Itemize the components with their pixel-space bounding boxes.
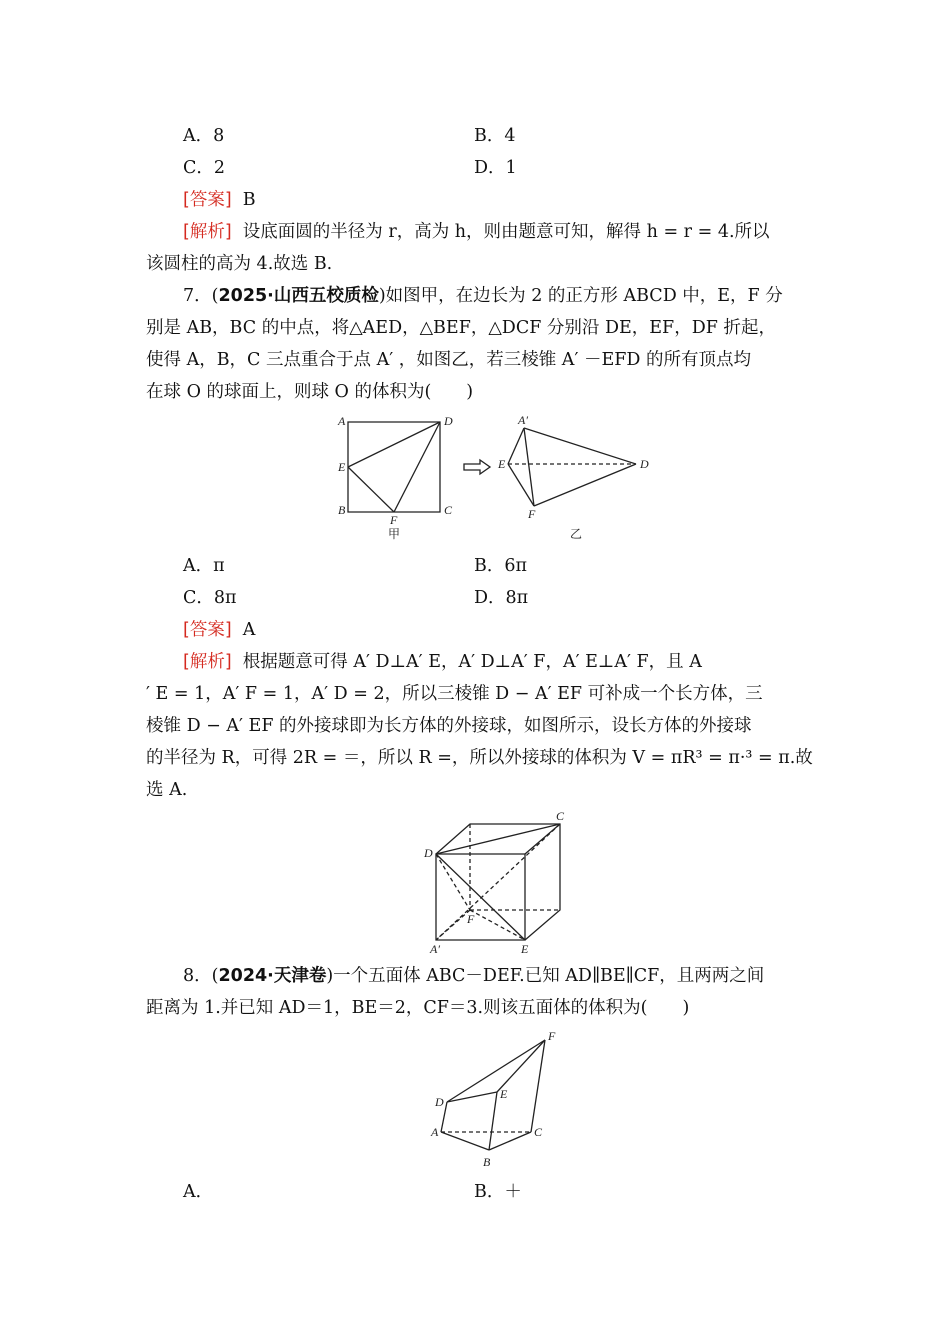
label-a-prime: A′ <box>430 942 440 956</box>
q7-analysis-line-5: 选 A. <box>146 780 188 800</box>
segment-fd <box>394 422 440 512</box>
q7-stem-line-1 <box>183 282 783 310</box>
label-e: E <box>338 460 346 474</box>
label-c: C <box>534 1125 543 1139</box>
answer-tag: [答案] <box>183 190 232 210</box>
q7-figure-jia <box>330 412 460 547</box>
segment-ed <box>348 422 440 467</box>
q7-answer <box>183 616 255 644</box>
segment-ad <box>524 428 636 464</box>
q7-option-b: B．6π <box>474 556 527 576</box>
analysis-tag: [解析] <box>183 652 232 672</box>
q7-stem-text: )如图甲，在边长为 2 的正方形 ABCD 中，E，F 分 <box>378 286 783 306</box>
q7-figure-yi <box>496 412 656 547</box>
segment-de <box>436 854 525 940</box>
label-b: B <box>483 1155 491 1169</box>
label-d: D <box>424 846 433 860</box>
edge-eb <box>489 1092 497 1150</box>
segment-ef <box>508 464 534 506</box>
q6-option-b: B．4 <box>474 126 516 146</box>
q8-option-b: B．＋ <box>474 1182 522 1202</box>
q6-option-a: A．8 <box>183 126 225 146</box>
q8-source: 2024·天津卷 <box>218 966 327 986</box>
q8-stem-text: )一个五面体 ABC－DEF.已知 AD∥BE∥CF，且两两之间 <box>326 966 765 986</box>
caption-yi: 乙 <box>570 527 583 541</box>
fold-arrow-icon <box>463 459 493 475</box>
analysis-text: 设底面圆的半径为 r，高为 h，则由题意可知，解得 h = r = 4.所以 <box>242 222 770 242</box>
q7-stem-line-3: 使得 A，B，C 三点重合于点 A′ ，如图乙，若三棱锥 A′ －EFD 的所有顶点均 <box>146 350 751 370</box>
q7-stem-line-4: 在球 O 的球面上，则球 O 的体积为( ) <box>146 382 474 402</box>
answer-value: A <box>242 620 256 640</box>
label-e: E <box>521 942 529 956</box>
segment-ae <box>508 428 524 464</box>
label-f: F <box>528 507 536 521</box>
label-f: F <box>467 912 475 926</box>
answer-tag: [答案] <box>183 620 232 640</box>
segment-c-a <box>436 824 560 940</box>
label-a: A <box>431 1125 439 1139</box>
q8-stem-line-1 <box>183 962 764 990</box>
q7-cuboid-figure <box>420 806 580 956</box>
label-c: C <box>444 503 453 517</box>
label-f: F <box>390 513 398 527</box>
q8-option-a: A． <box>183 1182 214 1202</box>
q8-number: 8．( <box>183 966 219 986</box>
q8-stem-line-2: 距离为 1.并已知 AD＝1，BE＝2，CF＝3.则该五面体的体积为( ) <box>146 998 690 1018</box>
segment-fe <box>470 910 525 940</box>
edge-bc <box>489 1132 531 1150</box>
label-d: D <box>640 457 649 471</box>
q6-analysis-line-1 <box>183 218 770 246</box>
analysis-text: 根据题意可得 A′ D⊥A′ E，A′ D⊥A′ F，A′ E⊥A′ F，且 A <box>242 652 702 672</box>
edge-ab <box>441 1132 489 1150</box>
segment-af <box>524 428 534 506</box>
q7-option-a: A．π <box>183 556 225 576</box>
segment-dc <box>436 824 560 854</box>
q7-source: 2025·山西五校质检 <box>218 286 379 306</box>
q7-option-c: C．8π <box>183 588 237 608</box>
q7-analysis-line-1 <box>183 648 702 676</box>
q7-analysis-line-4: 的半径为 R，可得 2R = ＝，所以 R =，所以外接球的体积为 V = πR³ = π·³ = π.故 <box>146 748 813 768</box>
q8-pentahedron-figure <box>425 1028 575 1173</box>
q7-analysis-line-3: 棱锥 D − A′ EF 的外接球即为长方体的外接球，如图所示，设长方体的外接球 <box>146 716 752 736</box>
label-a: A <box>338 414 346 428</box>
label-d: D <box>444 414 453 428</box>
answer-value: B <box>242 190 256 210</box>
q6-option-c: C．2 <box>183 158 226 178</box>
square-abcd <box>348 422 440 512</box>
q7-option-d: D．8π <box>474 588 529 608</box>
caption-jia: 甲 <box>388 527 401 541</box>
label-e: E <box>498 457 506 471</box>
analysis-tag: [解析] <box>183 222 232 242</box>
q6-option-d: D．1 <box>474 158 517 178</box>
q6-answer <box>183 186 256 214</box>
label-b: B <box>338 503 346 517</box>
label-f: F <box>548 1029 556 1043</box>
segment-ef <box>348 467 394 512</box>
q6-analysis-line-2: 该圆柱的高为 4.故选 B. <box>146 254 333 274</box>
label-c: C <box>556 809 565 823</box>
label-e: E <box>500 1087 508 1101</box>
segment-fd <box>534 464 636 506</box>
q7-stem-line-2: 别是 AB，BC 的中点，将△AED，△BEF，△DCF 分别沿 DE，EF，DF 折起， <box>146 318 776 338</box>
label-d: D <box>435 1095 444 1109</box>
label-a-prime: A′ <box>518 413 528 427</box>
q7-number: 7．( <box>183 286 219 306</box>
q7-analysis-line-2: ′ E = 1，A′ F = 1，A′ D = 2，所以三棱锥 D − A′ EF 可补成一个长方体，三 <box>146 684 763 704</box>
